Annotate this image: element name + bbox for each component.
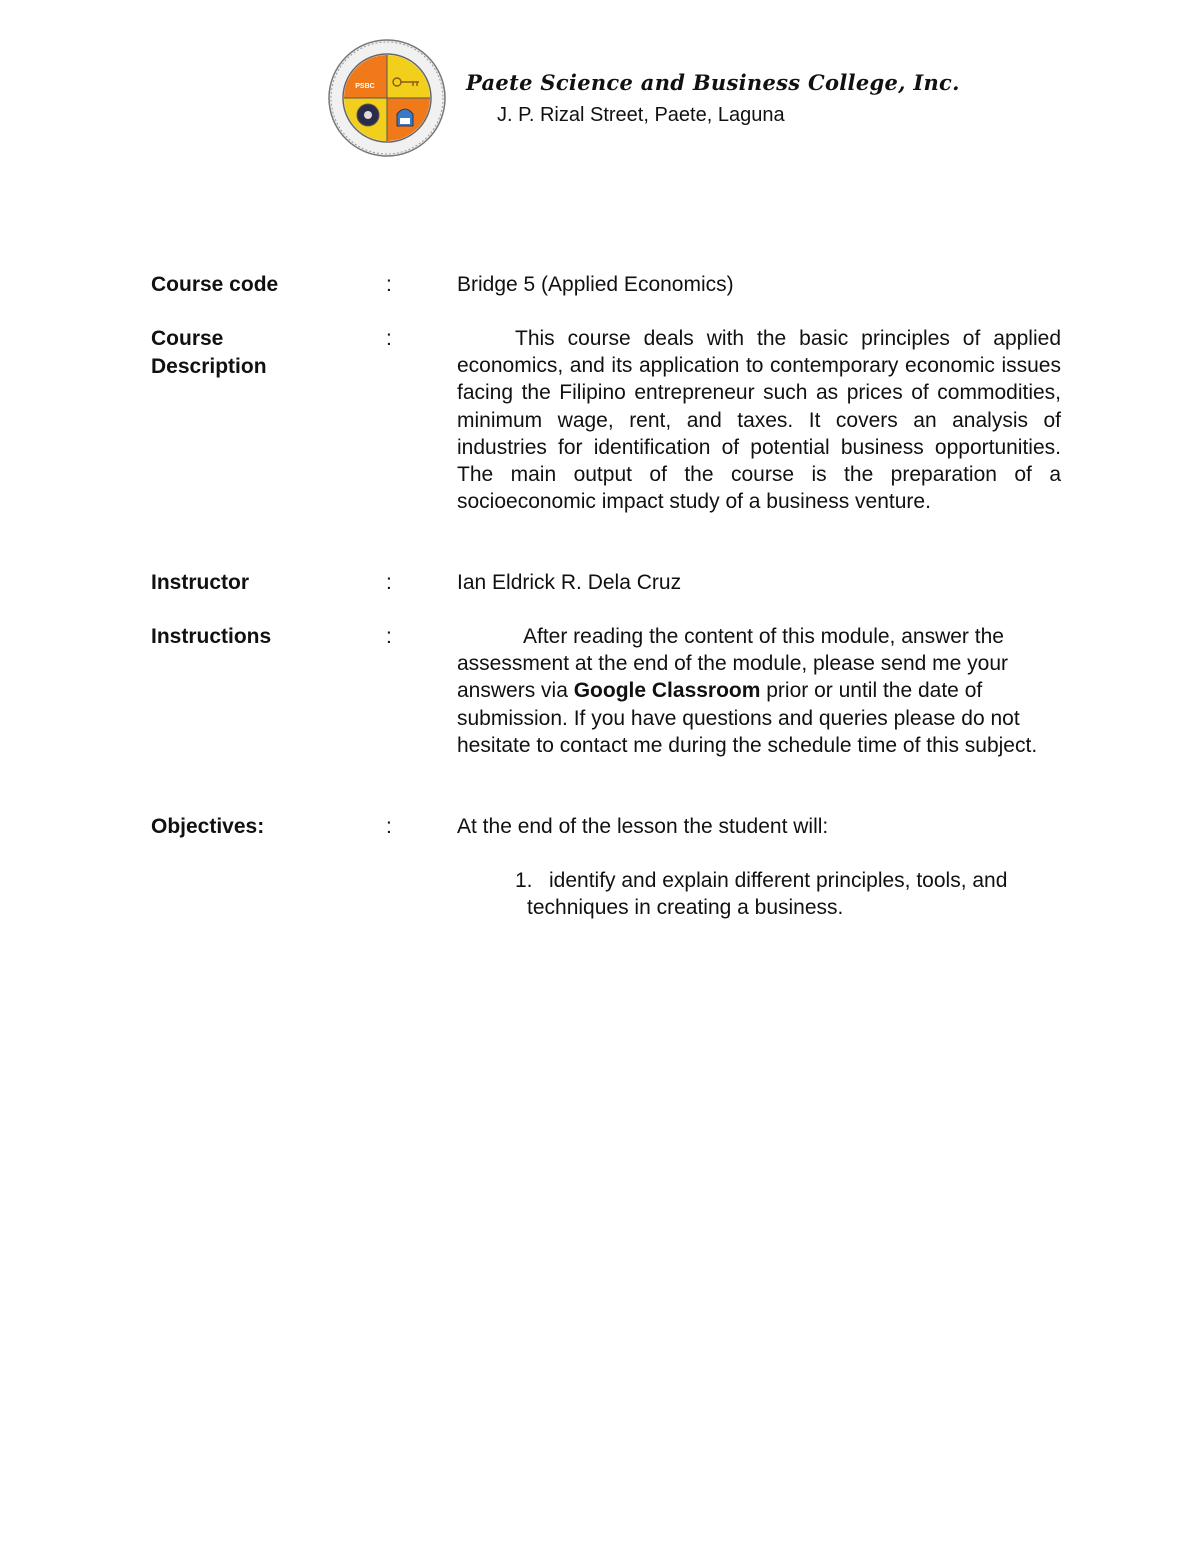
objectives-label: Objectives: (151, 815, 265, 838)
instructions-text-before: After reading the content of this module, answer the assessment at the end of the module, please send me your answers via (457, 625, 1008, 703)
college-name: Paete Science and Business College, Inc. (466, 70, 960, 95)
course-description-label-line1: Course (151, 327, 224, 350)
instructor-colon: : (386, 571, 392, 594)
instructions-label: Instructions (151, 625, 272, 648)
course-description-value: This course deals with the basic principles of applied economics, and its application to contemporary economic issues facing the Filipino entrepreneur such as prices of commodities, minimum wage, rent, and taxes. It covers an analysis of industries for identification of potential business opportunities. The main output of the course is the preparation of a socioeconomic impact study of a business venture. (457, 327, 1061, 514)
svg-text:PSBC: PSBC (355, 83, 375, 90)
google-classroom-text: Google Classroom (573, 679, 761, 703)
objective-item-number: 1. (515, 869, 533, 892)
objective-item-line2: techniques in creating a business. (527, 896, 844, 920)
course-description-colon: : (386, 327, 392, 350)
course-description-label-line2: Description (151, 355, 267, 378)
course-code-colon: : (386, 273, 392, 296)
instructor-label: Instructor (151, 571, 250, 594)
objective-item-line1 (515, 867, 1063, 894)
course-code-label: Course code (151, 273, 279, 296)
objective-item (515, 867, 1063, 921)
objectives-colon: : (386, 815, 392, 838)
instructions-text-after: prior or until the date of submission. If you have questions and queries please do not hesitate to contact me during the schedule time of this subject. (457, 679, 1038, 757)
objective-item-text: identify and explain different principles, tools, and (549, 869, 1008, 892)
objectives-intro: At the end of the lesson the student will: (457, 815, 829, 838)
instructions-colon: : (386, 625, 392, 648)
course-code-value: Bridge 5 (Applied Economics) (457, 273, 734, 296)
instructions-value (457, 623, 1061, 759)
college-seal-logo (327, 38, 447, 158)
college-address: J. P. Rizal Street, Paete, Laguna (497, 104, 785, 126)
course-description-label (151, 325, 351, 381)
instructor-value: Ian Eldrick R. Dela Cruz (457, 571, 682, 594)
